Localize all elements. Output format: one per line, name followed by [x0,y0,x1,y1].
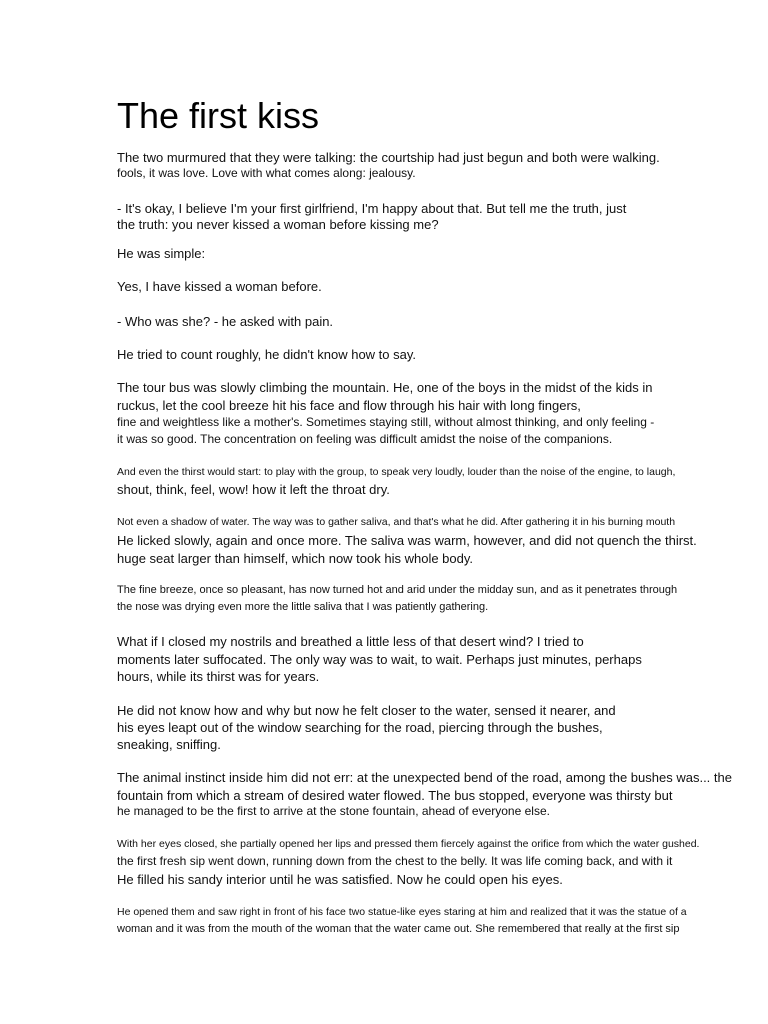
text-line: He licked slowly, again and once more. The saliva was warm, however, and did not quench the thirst. [117,533,697,548]
text-line: The tour bus was slowly climbing the mountain. He, one of the boys in the midst of the kids in [117,380,653,395]
text-line: shout, think, feel, wow! how it left the throat dry. [117,482,390,497]
text-line: Yes, I have kissed a woman before. [117,279,322,294]
text-line: What if I closed my nostrils and breathed a little less of that desert wind? I tried to [117,634,584,649]
text-line: He filled his sandy interior until he was satisfied. Now he could open his eyes. [117,872,563,887]
text-line: - It's okay, I believe I'm your first girlfriend, I'm happy about that. But tell me the truth, just [117,201,627,216]
text-line: his eyes leapt out of the window searching for the road, piercing through the bushes, [117,720,603,735]
text-line: The two murmured that they were talking: the courtship had just begun and both were walking. [117,150,660,165]
text-line: hours, while its thirst was for years. [117,669,320,684]
text-line: fountain from which a stream of desired water flowed. The bus stopped, everyone was thirsty but [117,788,673,803]
text-line: the nose was drying even more the little saliva that I was patiently gathering. [117,601,489,613]
text-line: moments later suffocated. The only way was to wait, to wait. Perhaps just minutes, perhaps [117,652,642,667]
text-line: huge seat larger than himself, which now took his whole body. [117,551,474,566]
text-line: he managed to be the first to arrive at the stone fountain, ahead of everyone else. [117,804,550,818]
text-line: Not even a shadow of water. The way was to gather saliva, and that's what he did. After gathering it in his burning mouth [117,516,676,528]
text-line: He tried to count roughly, he didn't know how to say. [117,347,416,362]
text-line: ruckus, let the cool breeze hit his face and flow through his hair with long fingers, [117,398,581,413]
text-line: - Who was she? - he asked with pain. [117,314,334,329]
text-line: sneaking, sniffing. [117,737,221,752]
text-line: The fine breeze, once so pleasant, has now turned hot and arid under the midday sun, and as it penetrates through [117,584,678,596]
text-line: woman and it was from the mouth of the woman that the water came out. She remembered that really at the first sip [117,923,680,935]
page-title: The first kiss [117,95,320,136]
text-line: He was simple: [117,246,206,261]
text-line: And even the thirst would start: to play with the group, to speak very loudly, louder than the noise of the engine, to laugh, [117,466,676,478]
text-line: He opened them and saw right in front of his face two statue-like eyes staring at him and realized that it was the statue of a [117,906,687,918]
text-line: The animal instinct inside him did not err: at the unexpected bend of the road, among the bushes was... the [117,770,732,785]
text-line: He did not know how and why but now he felt closer to the water, sensed it nearer, and [117,703,616,718]
text-line: it was so good. The concentration on feeling was difficult amidst the noise of the companions. [117,432,613,446]
text-line: the first fresh sip went down, running down from the chest to the belly. It was life coming back, and with it [117,854,673,868]
text-line: With her eyes closed, she partially opened her lips and pressed them fiercely against the orifice from which the water gushed. [117,838,700,850]
text-line: fools, it was love. Love with what comes along: jealousy. [117,166,416,180]
text-line: the truth: you never kissed a woman before kissing me? [117,217,439,232]
text-line: fine and weightless like a mother's. Sometimes staying still, without almost thinking, and only feeling - [117,415,655,429]
